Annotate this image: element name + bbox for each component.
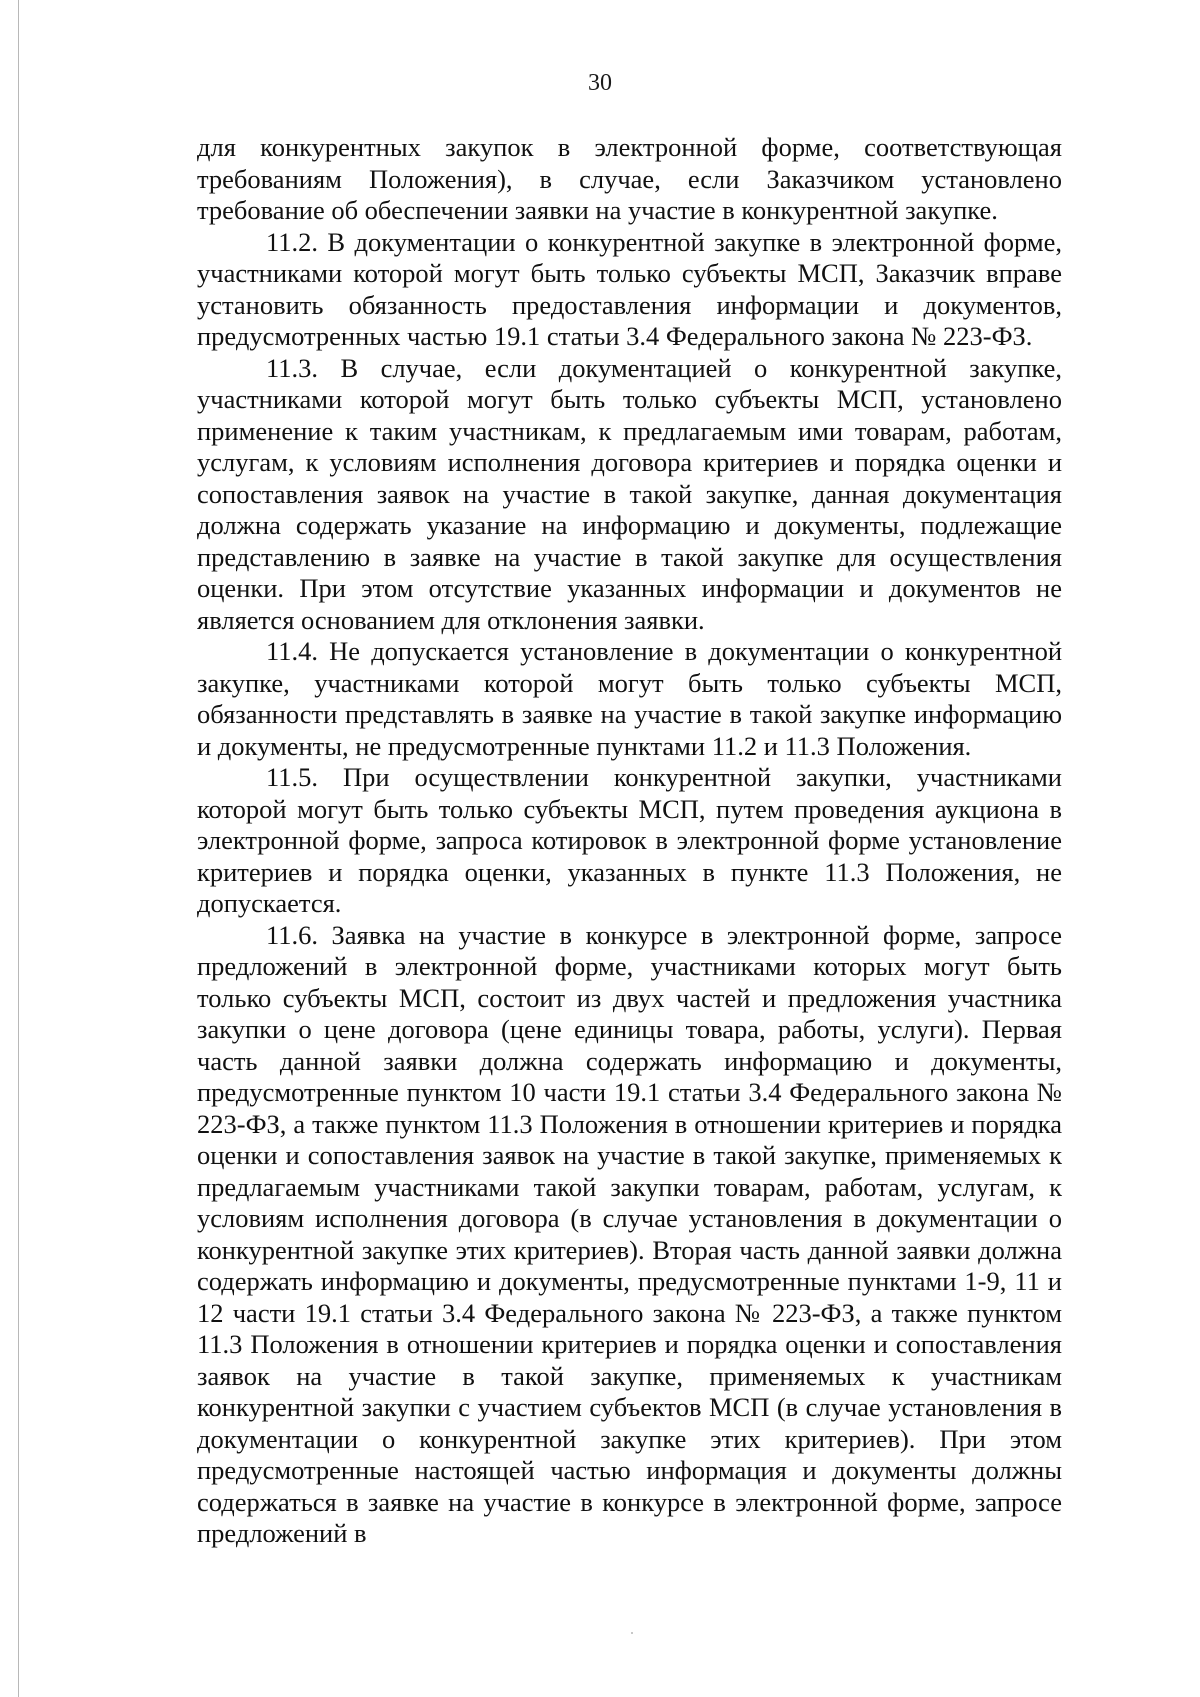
paragraph-11-5: 11.5. При осуществлении конкурентной закупки, участниками которой могут быть только субъекты МСП, путем проведения аукциона в электронной форме, запроса котировок в электронной форме установление критериев и порядка оценки, указанных в пункте 11.3 Положения, не допускается. <box>197 762 1062 918</box>
paragraph-11-2: 11.2. В документации о конкурентной закупке в электронной форме, участниками которой могут быть только субъекты МСП, Заказчик вправе установить обязанность предоставления информации и документов, предусмотренных частью 19.1 статьи 3.4 Федерального закона № 223-ФЗ. <box>197 226 1062 351</box>
scan-speck <box>631 1632 633 1634</box>
paragraph-continuation: для конкурентных закупок в электронной форме, соответствующая требованиям Положения), в случае, если Заказчиком установлено требование об обеспечении заявки на участие в конкурентной закупке. <box>197 132 1062 225</box>
paragraph-11-3: 11.3. В случае, если документацией о конкурентной закупке, участниками которой могут быть только субъекты МСП, установлено применение к таким участникам, к предлагаемым ими товарам, работам, услугам, к условиям исполнения договора критериев и порядка оценки и сопоставления заявок на участие в такой закупке, данная документация должна содержать указание на информацию и документы, подлежащие представлению в заявке на участие в такой закупке для осуществления оценки. При этом отсутствие указанных информации и документов не является основанием для отклонения заявки. <box>197 352 1062 635</box>
document-body <box>197 132 1062 1550</box>
paragraph-11-6: 11.6. Заявка на участие в конкурсе в электронной форме, запросе предложений в электронной форме, участниками которых могут быть только субъекты МСП, состоит из двух частей и предложения участника закупки о цене договора (цене единицы товара, работы, услуги). Первая часть данной заявки должна содержать информацию и документы, предусмотренные пунктом 10 части 19.1 статьи 3.4 Федерального закона № 223-ФЗ, а также пунктом 11.3 Положения в отношении критериев и порядка оценки и сопоставления заявок на участие в такой закупке, применяемых к предлагаемым участниками такой закупки товарам, работам, услугам, к условиям исполнения договора (в случае установления в документации о конкурентной закупке этих критериев). Вторая часть данной заявки должна содержать информацию и документы, предусмотренные пунктами 1-9, 11 и 12 части 19.1 статьи 3.4 Федерального закона № 223-ФЗ, а также пунктом 11.3 Положения в отношении критериев и порядка оценки и сопоставления заявок на участие в такой закупке, применяемых к участникам конкурентной закупки с участием субъектов МСП (в случае установления в документации о конкурентной закупке этих критериев). При этом предусмотренные настоящей частью информация и документы должны содержаться в заявке на участие в конкурсе в электронной форме, запросе предложений в <box>197 919 1062 1548</box>
page-number: 30 <box>588 70 612 96</box>
paragraph-11-4: 11.4. Не допускается установление в документации о конкурентной закупке, участниками которой могут быть только субъекты МСП, обязанности представлять в заявке на участие в такой закупке информацию и документы, не предусмотренные пунктами 11.2 и 11.3 Положения. <box>197 636 1062 761</box>
scan-edge-line <box>18 0 19 1697</box>
